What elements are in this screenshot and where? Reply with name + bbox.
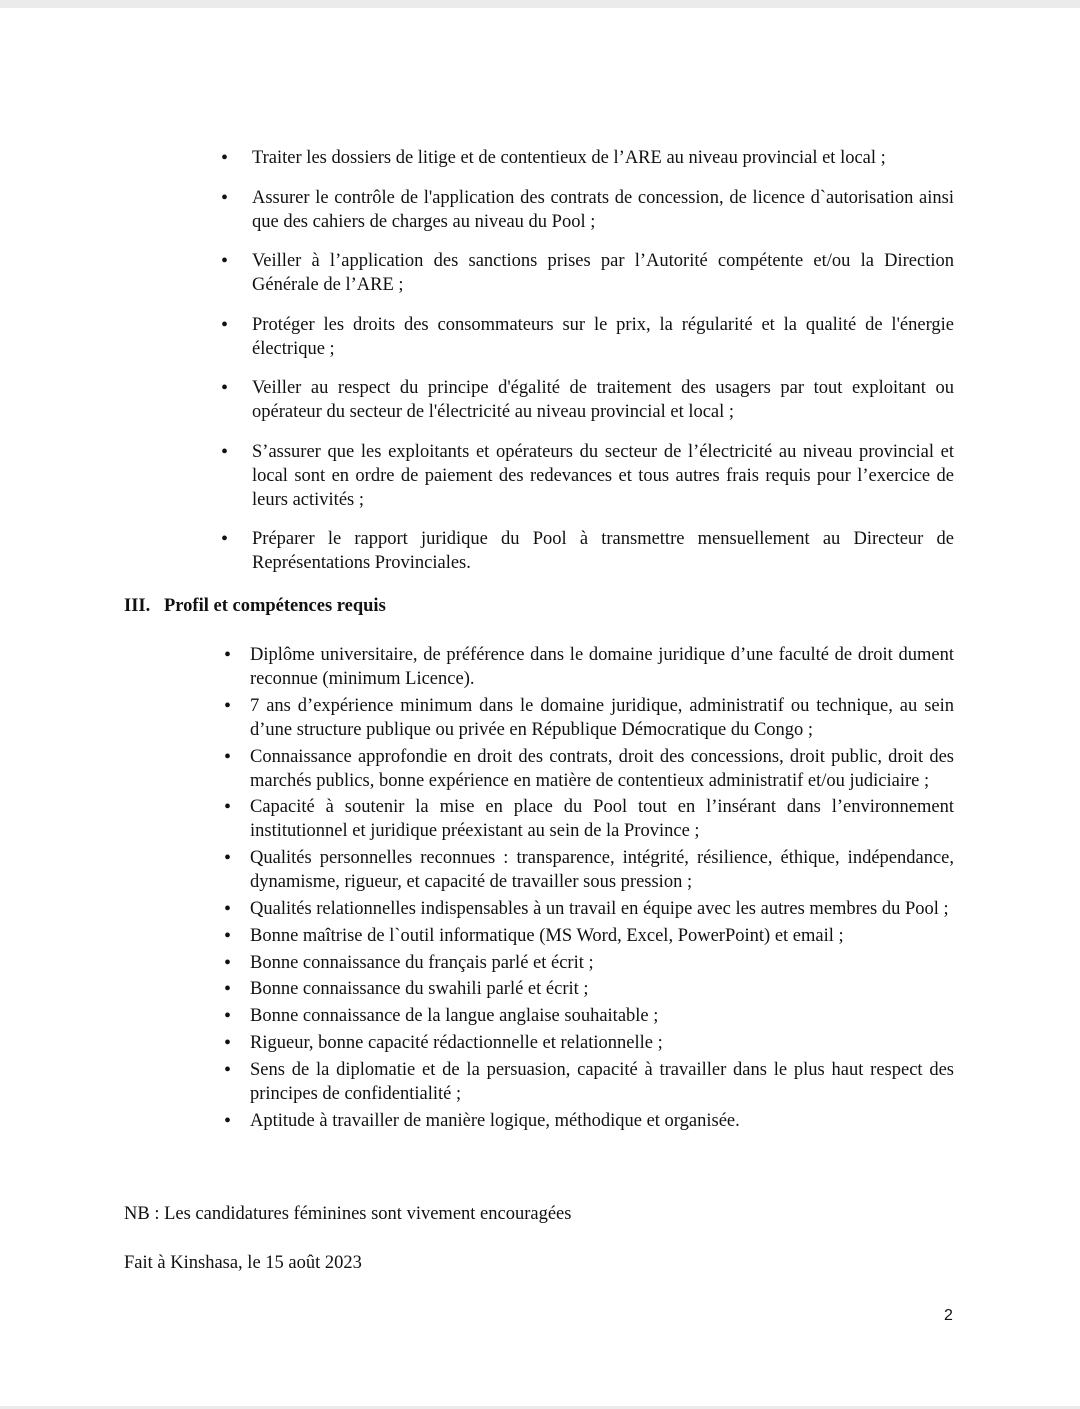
requirement-item: • Qualités relationnelles indispensables à un travail en équipe avec les autres membres du Pool ;: [224, 897, 954, 921]
requirement-item: • Rigueur, bonne capacité rédactionnelle et relationnelle ;: [224, 1031, 954, 1055]
requirement-item: • Sens de la diplomatie et de la persuasion, capacité à travailler dans le plus haut respect des principes de confidentialité ;: [224, 1058, 954, 1106]
requirement-item: • Diplôme universitaire, de préférence dans le domaine juridique d’une faculté de droit dument reconnue (minimum Licence).: [224, 643, 954, 691]
section-heading: [124, 596, 386, 617]
requirement-item: • Bonne connaissance du français parlé et écrit ;: [224, 951, 954, 975]
requirement-item: • 7 ans d’expérience minimum dans le domaine juridique, administratif ou technique, au sein d’une structure publique ou privée en République Démocratique du Congo ;: [224, 694, 954, 742]
duty-item: • Traiter les dossiers de litige et de contentieux de l’ARE au niveau provincial et local ;: [221, 146, 954, 170]
duty-item: • Protéger les droits des consommateurs sur le prix, la régularité et la qualité de l'énergie électrique ;: [221, 313, 954, 361]
requirement-item: • Qualités personnelles reconnues : transparence, intégrité, résilience, éthique, indépendance, dynamisme, rigueur, et capacité de travailler sous pression ;: [224, 846, 954, 894]
note-text: NB : Les candidatures féminines sont vivement encouragées: [124, 1204, 572, 1224]
requirement-item: • Connaissance approfondie en droit des contrats, droit des concessions, droit public, droit des marchés publics, bonne expérience en matière de contentieux administratif et/ou judiciaire ;: [224, 745, 954, 793]
requirement-item: • Bonne connaissance de la langue anglaise souhaitable ;: [224, 1004, 954, 1028]
duty-item: • Préparer le rapport juridique du Pool à transmettre mensuellement au Directeur de Représentations Provinciales.: [221, 527, 954, 575]
duty-item: • Assurer le contrôle de l'application des contrats de concession, de licence d`autorisation ainsi que des cahiers de charges au niveau du Pool ;: [221, 186, 954, 234]
duty-item: • S’assurer que les exploitants et opérateurs du secteur de l’électricité au niveau provincial et local sont en ordre de paiement des redevances et tous autres frais requis pour l’exercice de leurs activités ;: [221, 440, 954, 512]
requirement-item: • Bonne maîtrise de l`outil informatique (MS Word, Excel, PowerPoint) et email ;: [224, 924, 954, 948]
requirements-list: [224, 643, 954, 1135]
duty-item: • Veiller à l’application des sanctions prises par l’Autorité compétente et/ou la Direction Générale de l’ARE ;: [221, 249, 954, 297]
section-number: III.: [124, 596, 151, 616]
document-page: [0, 8, 1080, 1406]
duty-item: • Veiller au respect du principe d'égalité de traitement des usagers par tout exploitant ou opérateur du secteur de l'électricité au niveau provincial et local ;: [221, 376, 954, 424]
date-line: Fait à Kinshasa, le 15 août 2023: [124, 1253, 362, 1273]
section-title: Profil et compétences requis: [164, 596, 386, 616]
requirement-item: • Capacité à soutenir la mise en place du Pool tout en l’insérant dans l’environnement institutionnel et juridique préexistant au sein de la Province ;: [224, 795, 954, 843]
requirement-item: • Aptitude à travailler de manière logique, méthodique et organisée.: [224, 1109, 954, 1133]
page-number: 2: [944, 1307, 953, 1324]
requirement-item: • Bonne connaissance du swahili parlé et écrit ;: [224, 977, 954, 1001]
duties-list: [221, 146, 954, 591]
